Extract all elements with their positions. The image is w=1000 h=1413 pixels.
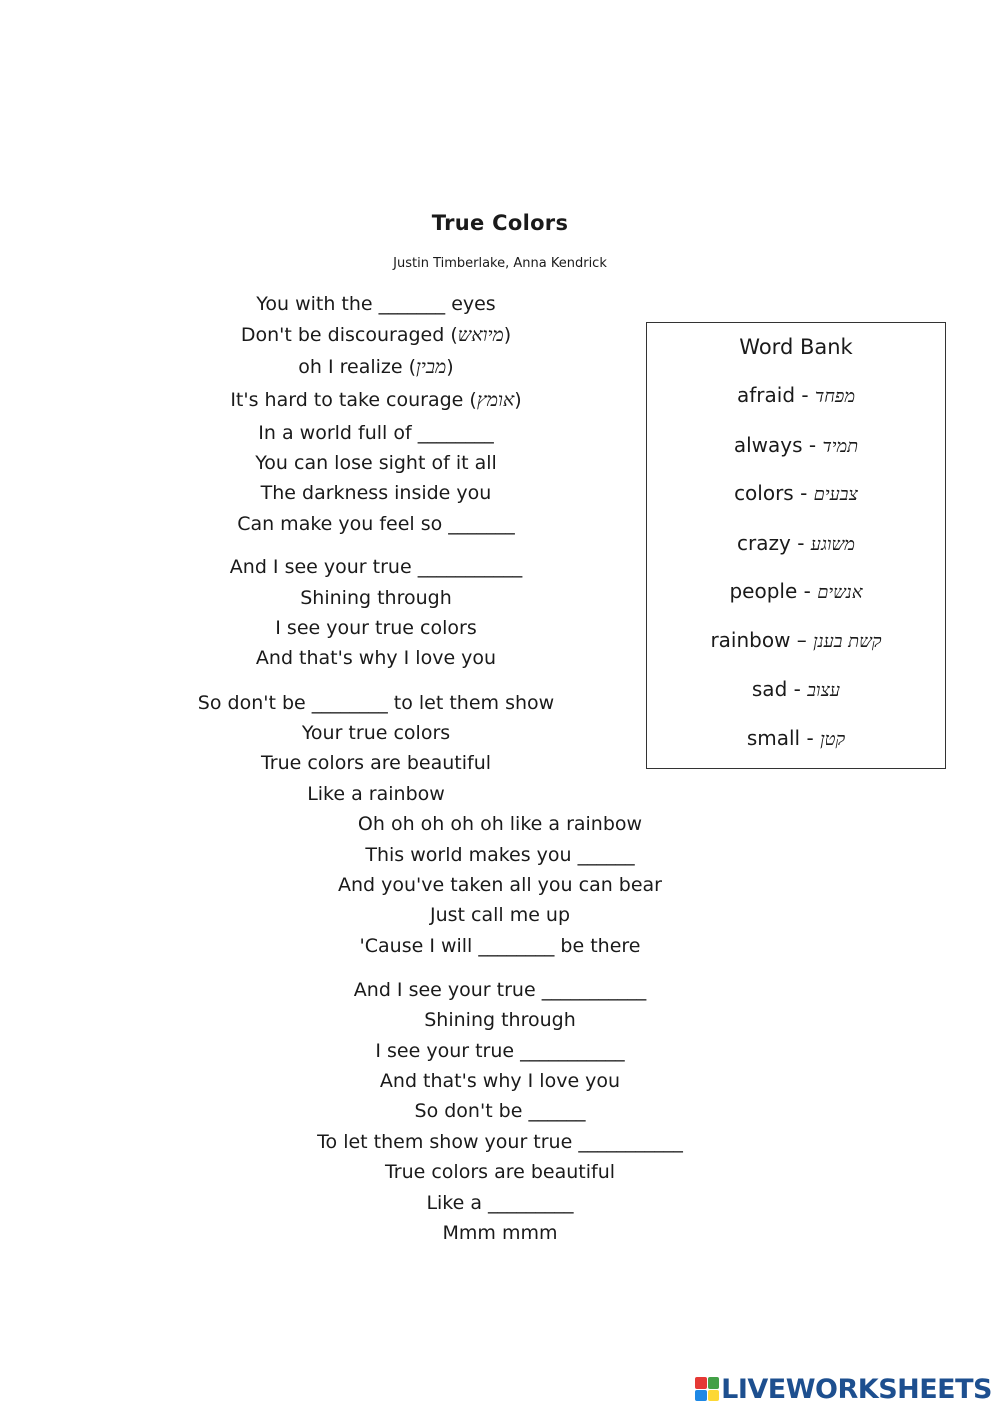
hebrew-translation: משוגע [810, 534, 855, 555]
lyric-line: And that's why I love you [379, 1070, 621, 1092]
lyric-line: I see your true ___________ [375, 1040, 625, 1062]
lyric-line: So don't be ______ [414, 1100, 586, 1122]
word-bank-entry: sad - עצוב [751, 677, 841, 701]
song-artist: Justin Timberlake, Anna Kendrick [393, 256, 607, 271]
hebrew-translation: תמיד [822, 436, 859, 457]
lyric-line: Oh oh oh oh oh like a rainbow [357, 813, 643, 835]
hebrew-translation: קטן [820, 729, 846, 750]
lyric-line: Mmm mmm [442, 1222, 558, 1244]
lyric-line: Like a _________ [426, 1192, 574, 1214]
word-bank-entry: colors - צבעים [734, 481, 858, 505]
song-title: True Colors [431, 211, 569, 235]
lyric-line: True colors are beautiful [384, 1161, 616, 1183]
lyric-line: In a world full of ________ [258, 422, 494, 444]
lyric-line: The darkness inside you [260, 482, 492, 504]
word-bank-entry: crazy - משוגע [737, 531, 855, 555]
lyric-line: This world makes you ______ [365, 844, 635, 866]
lyric-line: It's hard to take courage (אומץ) [230, 389, 522, 411]
lyric-line: Your true colors [301, 722, 451, 744]
word-bank-entry: rainbow – קשת בענן [710, 628, 882, 652]
lyric-line: oh I realize (מבין) [298, 356, 454, 378]
lyric-line: I see your true colors [275, 617, 477, 639]
logo-text: LIVEWORKSHEETS [721, 1373, 992, 1405]
word-bank-entry: small - קטן [746, 726, 846, 750]
lyric-line: Can make you feel so _______ [237, 513, 515, 535]
lyric-line: To let them show your true ___________ [317, 1131, 683, 1153]
lyric-line: And you've taken all you can bear [337, 874, 663, 896]
lyric-line: Like a rainbow [307, 783, 445, 805]
lyric-line: And I see your true ___________ [353, 979, 647, 1001]
logo-square [695, 1377, 707, 1389]
word-bank-box [646, 322, 946, 769]
lyric-line: And I see your true ___________ [229, 556, 523, 578]
lyric-line: Shining through [300, 587, 452, 609]
hebrew-translation: מבין [416, 356, 447, 378]
lyric-line: And that's why I love you [255, 647, 497, 669]
hebrew-translation: עצוב [807, 680, 841, 701]
hebrew-translation: מיואש [457, 324, 504, 346]
liveworksheets-logo[interactable] [695, 1375, 992, 1403]
lyric-line: So don't be ________ to let them show [197, 692, 555, 714]
liveworksheets-logo-icon [695, 1377, 719, 1401]
lyric-line: True colors are beautiful [260, 752, 492, 774]
hebrew-translation: קשת בענן [813, 631, 882, 652]
word-bank-entry: always - תמיד [733, 433, 859, 457]
lyric-line: Just call me up [429, 904, 571, 926]
lyric-line: Don't be discouraged (מיואש) [240, 324, 512, 346]
word-bank-entry: people - אנשים [729, 579, 863, 603]
hebrew-translation: אומץ [476, 389, 515, 411]
hebrew-translation: אנשים [817, 582, 863, 603]
logo-square [708, 1390, 720, 1402]
lyric-line: You with the _______ eyes [256, 293, 496, 315]
logo-square [695, 1390, 707, 1402]
lyric-line: You can lose sight of it all [255, 452, 497, 474]
hebrew-translation: צבעים [813, 484, 858, 505]
hebrew-translation: מפחד [814, 386, 855, 407]
logo-square [708, 1377, 720, 1389]
word-bank-title: Word Bank [739, 335, 853, 359]
lyric-line: 'Cause I will ________ be there [359, 935, 641, 957]
word-bank-entry: afraid - מפחד [736, 383, 855, 407]
lyric-line: Shining through [424, 1009, 576, 1031]
